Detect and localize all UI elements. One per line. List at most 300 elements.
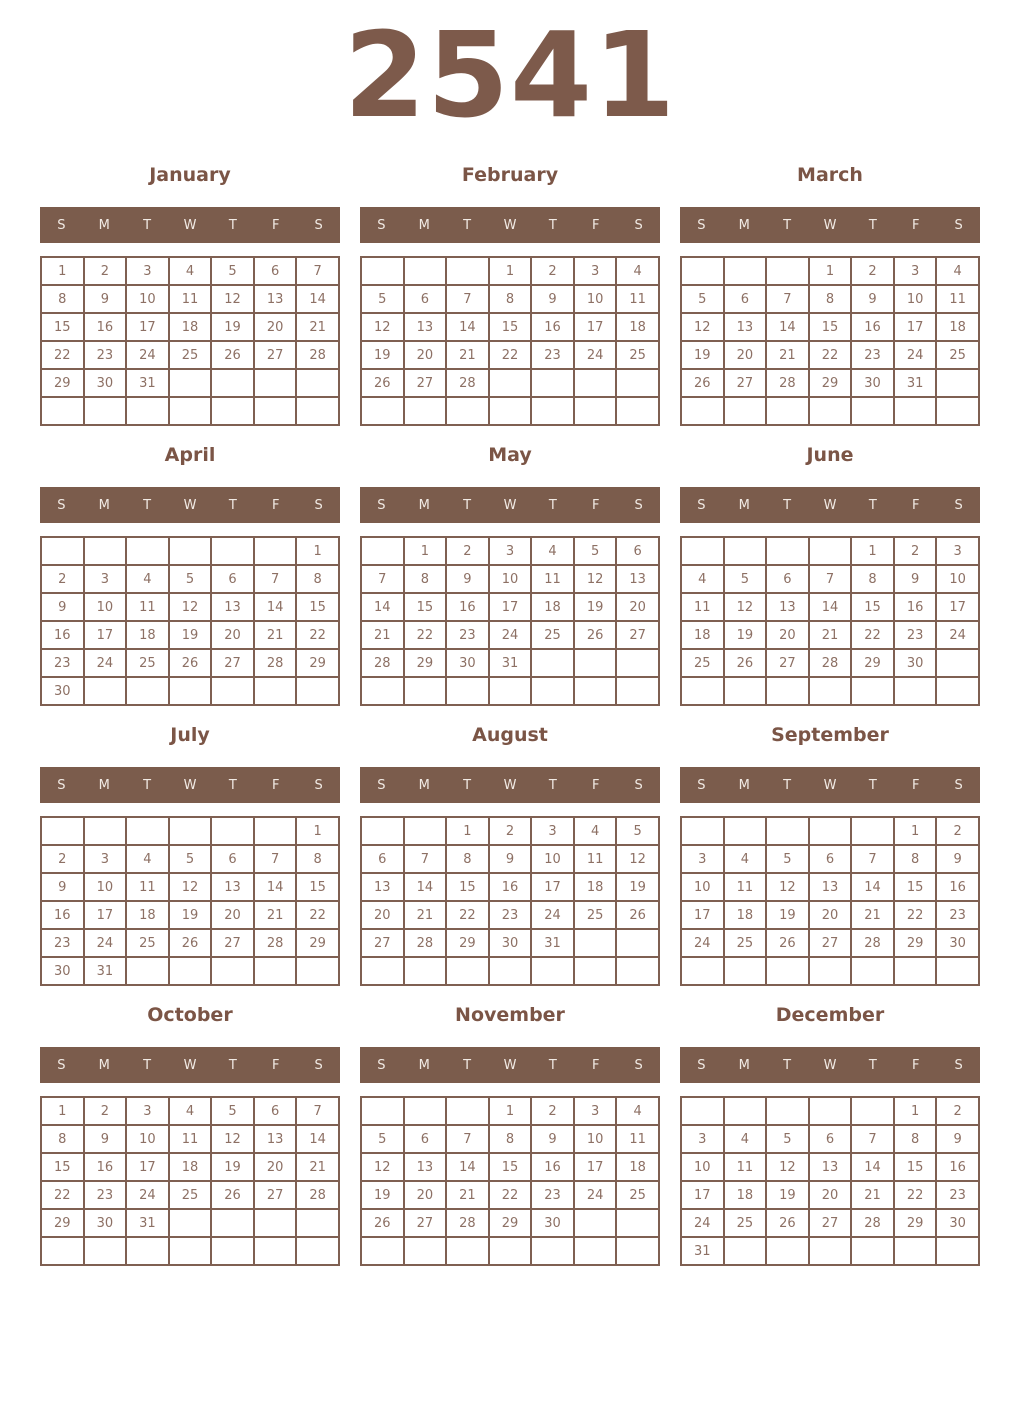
day-cell-empty: [169, 1209, 212, 1237]
day-cell: 12: [169, 593, 212, 621]
day-cell-empty: [446, 677, 489, 705]
day-cell: 16: [531, 313, 574, 341]
weekday-label-sunday: S: [377, 497, 386, 513]
day-cell-empty: [681, 257, 724, 285]
day-cell: 25: [169, 1181, 212, 1209]
weekday-label-tuesday: T: [143, 217, 152, 233]
day-cell: 7: [254, 845, 297, 873]
day-cell: 3: [574, 257, 617, 285]
day-cell-empty: [126, 957, 169, 985]
day-cell-empty: [361, 677, 404, 705]
day-cell-empty: [894, 1237, 937, 1265]
weekday-label-monday: M: [98, 497, 110, 513]
day-cell: 17: [936, 593, 979, 621]
day-cell: 22: [489, 341, 532, 369]
day-cell-empty: [616, 397, 659, 425]
weekday-header-bar: [360, 207, 660, 243]
day-cell-empty: [851, 1097, 894, 1125]
day-cell: 13: [766, 593, 809, 621]
year-title: 2541: [343, 6, 677, 144]
day-cell: 2: [531, 1097, 574, 1125]
day-cell: 29: [296, 929, 339, 957]
week-row: [681, 1097, 979, 1125]
day-cell-empty: [894, 397, 937, 425]
day-cell: 9: [41, 873, 84, 901]
day-cell: 14: [296, 285, 339, 313]
day-cell: 20: [809, 901, 852, 929]
week-row: [361, 397, 659, 425]
day-cell-empty: [724, 537, 767, 565]
day-cell: 29: [894, 929, 937, 957]
day-cell-empty: [681, 1097, 724, 1125]
day-cell-empty: [936, 957, 979, 985]
day-cell: 3: [936, 537, 979, 565]
week-row: [361, 845, 659, 873]
day-cell-empty: [404, 1237, 447, 1265]
day-cell: 18: [724, 1181, 767, 1209]
day-cell-empty: [126, 817, 169, 845]
weekday-label-friday: F: [271, 497, 280, 513]
day-cell: 30: [894, 649, 937, 677]
month-title: May: [488, 444, 532, 466]
weekday-header-bar: [40, 1047, 340, 1083]
day-cell-empty: [41, 1237, 84, 1265]
day-cell: 21: [766, 341, 809, 369]
day-cell: 3: [681, 845, 724, 873]
weekday-label-wednesday: W: [503, 497, 517, 513]
day-cell: 11: [169, 285, 212, 313]
day-cell: 11: [724, 873, 767, 901]
day-cell: 8: [446, 845, 489, 873]
day-cell: 4: [724, 845, 767, 873]
day-cell-empty: [531, 397, 574, 425]
day-cell: 2: [936, 1097, 979, 1125]
month-title: April: [164, 444, 216, 466]
day-cell-empty: [766, 537, 809, 565]
day-cell: 24: [84, 929, 127, 957]
day-cell: 4: [126, 565, 169, 593]
day-cell: 13: [254, 285, 297, 313]
day-cell: 23: [489, 901, 532, 929]
day-cell-empty: [126, 397, 169, 425]
day-cell: 25: [681, 649, 724, 677]
day-cell: 18: [616, 1153, 659, 1181]
day-cell: 11: [681, 593, 724, 621]
week-row: [361, 369, 659, 397]
day-cell: 4: [531, 537, 574, 565]
day-cell-empty: [361, 957, 404, 985]
day-cell: 20: [404, 1181, 447, 1209]
day-cell: 27: [254, 1181, 297, 1209]
day-cell-empty: [126, 1237, 169, 1265]
day-cell: 6: [404, 285, 447, 313]
month-july: [40, 724, 340, 986]
week-row: [681, 257, 979, 285]
weekday-label-wednesday: W: [503, 217, 517, 233]
day-cell-empty: [126, 537, 169, 565]
day-cell: 28: [851, 929, 894, 957]
day-cell: 3: [489, 537, 532, 565]
day-cell: 13: [404, 1153, 447, 1181]
day-cell-empty: [211, 957, 254, 985]
day-cell: 14: [404, 873, 447, 901]
day-cell-empty: [361, 1237, 404, 1265]
day-cell: 10: [936, 565, 979, 593]
day-cell: 19: [169, 901, 212, 929]
day-cell: 7: [446, 285, 489, 313]
day-cell: 26: [681, 369, 724, 397]
day-cell: 6: [211, 565, 254, 593]
month-day-grid: [40, 256, 340, 426]
day-cell: 6: [254, 1097, 297, 1125]
day-cell-empty: [169, 397, 212, 425]
day-cell-empty: [211, 537, 254, 565]
day-cell: 31: [531, 929, 574, 957]
month-day-grid: [680, 1096, 980, 1266]
day-cell: 9: [936, 845, 979, 873]
day-cell: 5: [211, 1097, 254, 1125]
weekday-label-sunday: S: [377, 1057, 386, 1073]
weekday-label-monday: M: [738, 1057, 750, 1073]
day-cell: 25: [169, 341, 212, 369]
day-cell: 26: [574, 621, 617, 649]
day-cell: 16: [41, 621, 84, 649]
weekday-label-sunday: S: [57, 497, 66, 513]
day-cell: 15: [41, 313, 84, 341]
month-title: August: [472, 724, 548, 746]
day-cell-empty: [84, 677, 127, 705]
day-cell: 27: [254, 341, 297, 369]
weekday-label-wednesday: W: [183, 777, 197, 793]
day-cell: 13: [809, 1153, 852, 1181]
weekday-label-monday: M: [418, 777, 430, 793]
day-cell: 28: [254, 649, 297, 677]
week-row: [361, 649, 659, 677]
day-cell-empty: [574, 929, 617, 957]
weekday-label-thursday: T: [868, 217, 877, 233]
day-cell: 12: [211, 1125, 254, 1153]
day-cell-empty: [574, 649, 617, 677]
day-cell: 18: [531, 593, 574, 621]
day-cell: 15: [296, 593, 339, 621]
day-cell: 12: [766, 1153, 809, 1181]
month-day-grid: [360, 256, 660, 426]
day-cell: 30: [41, 957, 84, 985]
day-cell: 21: [254, 901, 297, 929]
day-cell: 10: [126, 285, 169, 313]
day-cell: 24: [531, 901, 574, 929]
day-cell: 6: [211, 845, 254, 873]
day-cell: 1: [894, 1097, 937, 1125]
day-cell-empty: [851, 817, 894, 845]
day-cell-empty: [404, 817, 447, 845]
day-cell-empty: [211, 369, 254, 397]
day-cell-empty: [681, 957, 724, 985]
day-cell: 9: [446, 565, 489, 593]
weekday-label-wednesday: W: [823, 497, 837, 513]
weekday-label-wednesday: W: [183, 1057, 197, 1073]
day-cell: 27: [724, 369, 767, 397]
day-cell: 27: [361, 929, 404, 957]
day-cell: 17: [574, 1153, 617, 1181]
week-row: [681, 817, 979, 845]
day-cell: 5: [169, 845, 212, 873]
day-cell: 7: [296, 1097, 339, 1125]
day-cell: 22: [489, 1181, 532, 1209]
day-cell: 23: [84, 341, 127, 369]
day-cell: 18: [616, 313, 659, 341]
day-cell: 4: [574, 817, 617, 845]
day-cell: 23: [936, 1181, 979, 1209]
weekday-label-thursday: T: [228, 1057, 237, 1073]
weekday-label-friday: F: [911, 497, 920, 513]
day-cell: 14: [254, 593, 297, 621]
day-cell: 20: [766, 621, 809, 649]
day-cell: 15: [41, 1153, 84, 1181]
day-cell: 22: [404, 621, 447, 649]
day-cell: 28: [296, 1181, 339, 1209]
day-cell: 21: [851, 901, 894, 929]
day-cell: 30: [851, 369, 894, 397]
day-cell: 9: [84, 285, 127, 313]
week-row: [681, 285, 979, 313]
day-cell: 2: [531, 257, 574, 285]
day-cell-empty: [254, 817, 297, 845]
day-cell: 18: [574, 873, 617, 901]
month-title: March: [797, 164, 863, 186]
weekday-label-saturday: S: [954, 217, 963, 233]
day-cell: 31: [126, 369, 169, 397]
day-cell: 14: [296, 1125, 339, 1153]
weekday-label-monday: M: [738, 217, 750, 233]
month-june: [680, 444, 980, 706]
day-cell-empty: [404, 397, 447, 425]
day-cell: 24: [574, 1181, 617, 1209]
week-row: [41, 1209, 339, 1237]
day-cell: 26: [211, 1181, 254, 1209]
day-cell-empty: [41, 817, 84, 845]
day-cell: 14: [446, 313, 489, 341]
month-day-grid: [360, 816, 660, 986]
week-row: [681, 649, 979, 677]
day-cell: 15: [894, 1153, 937, 1181]
day-cell: 30: [936, 1209, 979, 1237]
day-cell: 2: [41, 845, 84, 873]
month-title: February: [461, 164, 559, 186]
day-cell: 16: [936, 1153, 979, 1181]
day-cell: 13: [724, 313, 767, 341]
weekday-header-bar: [40, 767, 340, 803]
day-cell: 20: [809, 1181, 852, 1209]
day-cell-empty: [531, 957, 574, 985]
week-row: [361, 621, 659, 649]
weekday-label-friday: F: [271, 1057, 280, 1073]
day-cell: 31: [894, 369, 937, 397]
day-cell: 1: [809, 257, 852, 285]
day-cell: 11: [616, 1125, 659, 1153]
weekday-label-saturday: S: [634, 217, 643, 233]
weekday-label-friday: F: [911, 777, 920, 793]
week-row: [41, 817, 339, 845]
day-cell: 9: [41, 593, 84, 621]
day-cell: 8: [404, 565, 447, 593]
day-cell-empty: [169, 677, 212, 705]
day-cell: 26: [616, 901, 659, 929]
weekday-label-thursday: T: [548, 777, 557, 793]
day-cell: 10: [489, 565, 532, 593]
day-cell: 17: [84, 901, 127, 929]
weekday-label-monday: M: [418, 217, 430, 233]
day-cell: 6: [724, 285, 767, 313]
weekday-label-monday: M: [98, 217, 110, 233]
week-row: [361, 341, 659, 369]
day-cell: 11: [126, 873, 169, 901]
day-cell: 17: [126, 313, 169, 341]
day-cell: 5: [361, 1125, 404, 1153]
day-cell: 14: [851, 1153, 894, 1181]
day-cell: 19: [361, 1181, 404, 1209]
day-cell-empty: [724, 677, 767, 705]
day-cell: 12: [681, 313, 724, 341]
day-cell: 28: [766, 369, 809, 397]
day-cell-empty: [616, 957, 659, 985]
weekday-label-wednesday: W: [823, 1057, 837, 1073]
weekday-label-thursday: T: [228, 777, 237, 793]
weekday-label-sunday: S: [377, 217, 386, 233]
weekday-header-bar: [680, 1047, 980, 1083]
week-row: [681, 677, 979, 705]
day-cell: 6: [404, 1125, 447, 1153]
week-row: [361, 1209, 659, 1237]
day-cell: 5: [616, 817, 659, 845]
day-cell: 6: [809, 1125, 852, 1153]
weekday-label-thursday: T: [228, 497, 237, 513]
week-row: [361, 873, 659, 901]
week-row: [41, 901, 339, 929]
day-cell-empty: [724, 257, 767, 285]
day-cell: 28: [361, 649, 404, 677]
day-cell: 19: [616, 873, 659, 901]
day-cell: 29: [809, 369, 852, 397]
week-row: [361, 565, 659, 593]
day-cell: 15: [446, 873, 489, 901]
day-cell: 15: [296, 873, 339, 901]
day-cell: 11: [126, 593, 169, 621]
day-cell-empty: [531, 369, 574, 397]
weekday-label-friday: F: [271, 217, 280, 233]
month-day-grid: [40, 816, 340, 986]
month-day-grid: [40, 1096, 340, 1266]
day-cell: 24: [574, 341, 617, 369]
weekday-label-sunday: S: [697, 777, 706, 793]
week-row: [361, 537, 659, 565]
day-cell: 8: [489, 1125, 532, 1153]
day-cell-empty: [211, 397, 254, 425]
day-cell: 18: [936, 313, 979, 341]
day-cell-empty: [126, 677, 169, 705]
week-row: [41, 957, 339, 985]
day-cell: 8: [41, 1125, 84, 1153]
week-row: [361, 1097, 659, 1125]
day-cell-empty: [616, 1237, 659, 1265]
weekday-label-wednesday: W: [823, 217, 837, 233]
day-cell: 23: [446, 621, 489, 649]
day-cell: 10: [574, 285, 617, 313]
weekday-label-sunday: S: [697, 497, 706, 513]
day-cell-empty: [616, 929, 659, 957]
weekday-label-monday: M: [98, 1057, 110, 1073]
weekday-label-tuesday: T: [783, 217, 792, 233]
day-cell: 19: [211, 313, 254, 341]
day-cell: 14: [851, 873, 894, 901]
day-cell: 10: [531, 845, 574, 873]
day-cell: 13: [616, 565, 659, 593]
day-cell-empty: [489, 1237, 532, 1265]
day-cell: 15: [894, 873, 937, 901]
day-cell: 13: [404, 313, 447, 341]
day-cell: 16: [851, 313, 894, 341]
month-title: January: [149, 164, 231, 186]
weekday-label-sunday: S: [57, 1057, 66, 1073]
day-cell-empty: [446, 1237, 489, 1265]
day-cell: 3: [681, 1125, 724, 1153]
weekday-label-tuesday: T: [143, 777, 152, 793]
day-cell: 16: [41, 901, 84, 929]
day-cell: 16: [446, 593, 489, 621]
month-title: October: [147, 1004, 233, 1026]
week-row: [681, 1237, 979, 1265]
day-cell: 29: [851, 649, 894, 677]
day-cell: 19: [766, 1181, 809, 1209]
day-cell: 23: [84, 1181, 127, 1209]
week-row: [361, 313, 659, 341]
day-cell-empty: [169, 957, 212, 985]
day-cell: 18: [169, 1153, 212, 1181]
day-cell: 25: [616, 341, 659, 369]
week-row: [681, 1153, 979, 1181]
day-cell-empty: [254, 677, 297, 705]
month-day-grid: [40, 536, 340, 706]
day-cell: 14: [766, 313, 809, 341]
day-cell: 3: [84, 845, 127, 873]
weekday-label-saturday: S: [634, 1057, 643, 1073]
weekday-label-sunday: S: [377, 777, 386, 793]
day-cell-empty: [809, 957, 852, 985]
week-row: [41, 677, 339, 705]
day-cell: 8: [296, 845, 339, 873]
day-cell: 4: [126, 845, 169, 873]
week-row: [681, 957, 979, 985]
day-cell-empty: [489, 397, 532, 425]
day-cell: 26: [724, 649, 767, 677]
day-cell: 8: [894, 845, 937, 873]
day-cell: 21: [361, 621, 404, 649]
day-cell: 18: [681, 621, 724, 649]
day-cell-empty: [404, 957, 447, 985]
day-cell-empty: [851, 677, 894, 705]
day-cell-empty: [574, 397, 617, 425]
weekday-label-thursday: T: [548, 217, 557, 233]
day-cell: 1: [489, 257, 532, 285]
week-row: [41, 873, 339, 901]
day-cell: 16: [489, 873, 532, 901]
day-cell: 26: [766, 929, 809, 957]
day-cell: 21: [446, 1181, 489, 1209]
day-cell: 20: [254, 313, 297, 341]
day-cell: 17: [531, 873, 574, 901]
weekday-label-saturday: S: [634, 777, 643, 793]
day-cell: 8: [41, 285, 84, 313]
